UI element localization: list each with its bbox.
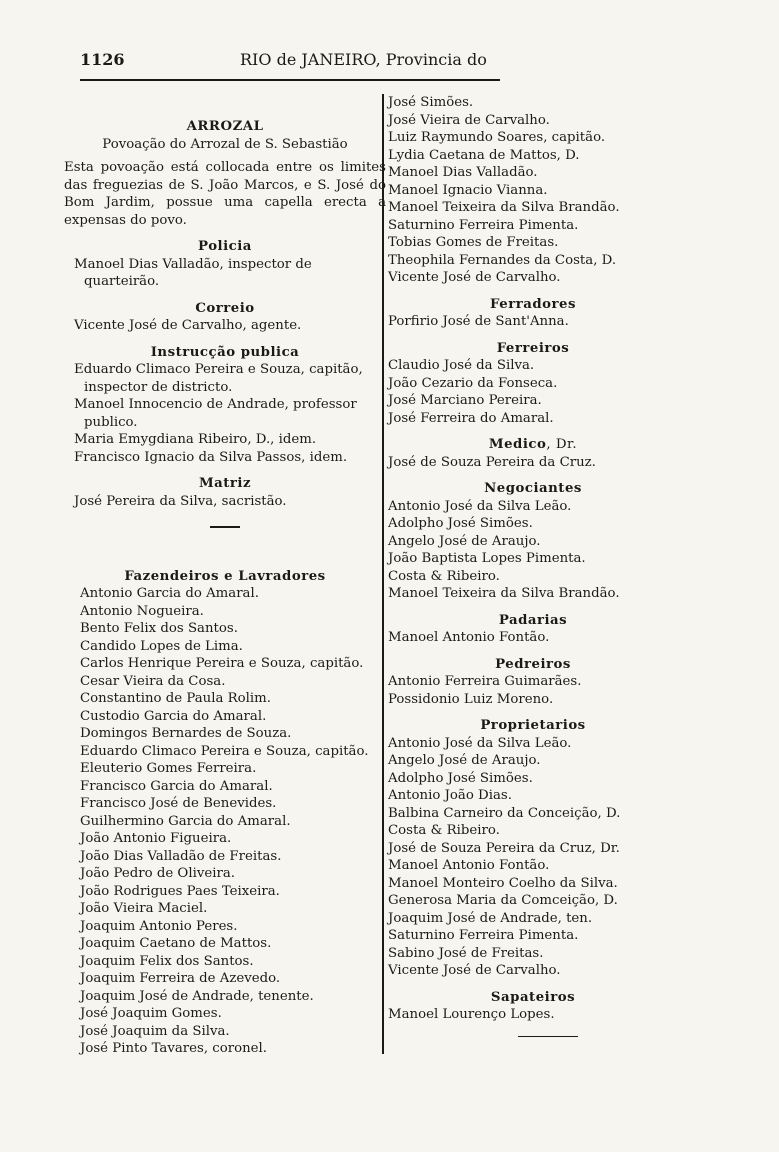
list-item: José de Souza Pereira da Cruz, Dr. bbox=[388, 840, 620, 856]
list-item: Cesar Vieira da Cosa. bbox=[80, 673, 226, 689]
list-item: Manoel Teixeira da Silva Brandão. bbox=[388, 586, 620, 601]
section-title: ARROZAL bbox=[186, 119, 264, 134]
list-item: Bento Felix dos Santos. bbox=[80, 621, 238, 636]
section-title: Ferreiros bbox=[496, 340, 570, 356]
list-item: João Baptista Lopes Pimenta. bbox=[388, 551, 586, 566]
section-title: Proprietarios bbox=[480, 718, 586, 733]
list-item: Joaquim Antonio Peres. bbox=[80, 918, 238, 934]
list-item: José Vieira de Carvalho. bbox=[388, 112, 550, 128]
list-item: Maria Emygdiana Ribeiro, D., idem. bbox=[74, 432, 317, 447]
description-paragraph: Esta povoação está collocada entre os limites das freguezias de S. João Marcos, e S. José do Bom Jardim, possue uma capella erecta a expensas do povo. bbox=[64, 160, 386, 228]
list-item: José Marciano Pereira. bbox=[388, 393, 542, 408]
list-item: João Antonio Figueira. bbox=[80, 831, 232, 846]
list-item: Antonio João Dias. bbox=[388, 788, 512, 803]
section-title-suffix: , Dr. bbox=[546, 437, 578, 452]
section-correio bbox=[64, 300, 386, 335]
section-title: Fazendeiros e Lavradores bbox=[124, 568, 326, 584]
list-item: José de Souza Pereira da Cruz. bbox=[388, 454, 596, 470]
section-policia bbox=[64, 238, 386, 291]
list-item: Possidonio Luiz Moreno. bbox=[388, 691, 554, 707]
section-title: Sapateiros bbox=[490, 989, 576, 1005]
section-fazendeiros bbox=[64, 568, 386, 1058]
list-item: Joaquim José de Andrade, ten. bbox=[388, 910, 593, 926]
list-item: Saturnino Ferreira Pimenta. bbox=[388, 217, 579, 233]
list-item: Balbina Carneiro da Conceição, D. bbox=[388, 805, 621, 821]
section-instruccao bbox=[64, 344, 386, 467]
end-rule bbox=[518, 1036, 578, 1038]
section-title: Policia bbox=[198, 239, 252, 254]
list-item: Porfirio José de Sant'Anna. bbox=[388, 314, 569, 329]
section-pedreiros bbox=[388, 656, 678, 709]
list-item: João Rodrigues Paes Teixeira. bbox=[80, 883, 280, 899]
list-item: Manoel Dias Valladão, inspector de quarteirão. bbox=[74, 256, 312, 289]
section-title: Padarias bbox=[498, 612, 568, 628]
section-ferreiros bbox=[388, 340, 678, 428]
list-item: João Pedro de Oliveira. bbox=[80, 866, 235, 881]
page-header bbox=[80, 50, 520, 74]
list-item: Lydia Caetana de Mattos, D. bbox=[388, 147, 580, 163]
list-item: Joaquim Ferreira de Azevedo. bbox=[80, 971, 281, 986]
list-item: Joaquim Felix dos Santos. bbox=[80, 953, 254, 969]
header-rule bbox=[80, 79, 500, 81]
list-item: Eduardo Climaco Pereira e Souza, capitão. bbox=[80, 743, 369, 759]
list-item: Manoel Monteiro Coelho da Silva. bbox=[388, 875, 618, 891]
section-separator bbox=[210, 526, 240, 528]
list-item: Luiz Raymundo Soares, capitão. bbox=[388, 130, 606, 145]
list-item: João Cezario da Fonseca. bbox=[388, 375, 558, 391]
list-item: Antonio José da Silva Leão. bbox=[388, 498, 572, 514]
list-item: Manoel Teixeira da Silva Brandão. bbox=[388, 200, 620, 215]
list-item: Saturnino Ferreira Pimenta. bbox=[388, 928, 579, 943]
list-item: Joaquim Caetano de Mattos. bbox=[80, 936, 272, 951]
list-item: Tobias Gomes de Freitas. bbox=[388, 235, 559, 250]
list-item: João Vieira Maciel. bbox=[80, 901, 208, 916]
list-item: Sabino José de Freitas. bbox=[388, 945, 544, 961]
section-matriz bbox=[64, 475, 386, 510]
list-item: Domingos Bernardes de Souza. bbox=[80, 726, 292, 741]
list-item: José Pinto Tavares, coronel. bbox=[80, 1041, 268, 1056]
list-item: Francisco Garcia do Amaral. bbox=[80, 778, 273, 794]
list-item: Guilhermino Garcia do Amaral. bbox=[80, 813, 291, 829]
section-proprietarios bbox=[388, 717, 678, 980]
list-item: Manoel Lourenço Lopes. bbox=[388, 1007, 555, 1022]
list-item: Joaquim José de Andrade, tenente. bbox=[80, 988, 314, 1004]
section-title bbox=[388, 436, 678, 454]
list-item: Francisco Ignacio da Silva Passos, idem. bbox=[74, 449, 348, 465]
list-item: José Ferreira do Amaral. bbox=[388, 410, 554, 426]
section-title: Ferradores bbox=[490, 296, 576, 312]
list-item: Constantino de Paula Rolim. bbox=[80, 691, 272, 706]
list-item: Costa & Ribeiro. bbox=[388, 823, 500, 838]
list-item: José Pereira da Silva, sacristão. bbox=[74, 493, 287, 509]
list-item: Manoel Innocencio de Andrade, professor publico. bbox=[74, 397, 357, 430]
list-item: Antonio Nogueira. bbox=[80, 603, 204, 619]
section-ferradores bbox=[388, 296, 678, 331]
section-title: Instrucção publica bbox=[150, 344, 300, 360]
list-item: Carlos Henrique Pereira e Souza, capitão. bbox=[80, 656, 364, 671]
list-item: Claudio José da Silva. bbox=[388, 358, 535, 373]
section-sapateiros bbox=[388, 989, 678, 1024]
section-medico bbox=[388, 436, 678, 471]
list-item: Manoel Antonio Fontão. bbox=[388, 630, 550, 645]
list-item: Vicente José de Carvalho. bbox=[388, 963, 561, 978]
running-title: RIO de JANEIRO, Provincia do bbox=[240, 50, 487, 69]
list-item: Francisco José de Benevides. bbox=[80, 796, 277, 811]
list-item: João Dias Valladão de Freitas. bbox=[80, 848, 282, 864]
list-item: Manoel Antonio Fontão. bbox=[388, 858, 550, 873]
list-item: Antonio Garcia do Amaral. bbox=[80, 586, 259, 601]
list-item: José Joaquim da Silva. bbox=[80, 1023, 230, 1039]
list-item: Generosa Maria da Comceição, D. bbox=[388, 893, 618, 908]
list-item: Theophila Fernandes da Costa, D. bbox=[388, 252, 617, 268]
list-item: Custodio Garcia do Amaral. bbox=[80, 708, 267, 724]
list-item: Vicente José de Carvalho, agente. bbox=[74, 318, 302, 333]
section-title: Matriz bbox=[198, 476, 252, 491]
list-item: Costa & Ribeiro. bbox=[388, 568, 500, 584]
section-title: Pedreiros bbox=[495, 656, 571, 672]
list-item: Vicente José de Carvalho. bbox=[388, 270, 561, 285]
list-item: José Simões. bbox=[388, 95, 474, 110]
list-item: Adolpho José Simões. bbox=[388, 770, 533, 786]
section-subtitle: Povoação do Arrozal de S. Sebastião bbox=[102, 136, 348, 152]
section-negociantes bbox=[388, 480, 678, 603]
section-title: Negociantes bbox=[484, 481, 582, 496]
right-column bbox=[388, 94, 678, 1037]
section-title: Correio bbox=[195, 300, 255, 316]
list-item: Eleuterio Gomes Ferreira. bbox=[80, 761, 257, 776]
section-continued bbox=[388, 94, 678, 287]
list-item: Manoel Dias Valladão. bbox=[388, 165, 538, 180]
list-item: José Joaquim Gomes. bbox=[80, 1006, 222, 1021]
list-item: Antonio José da Silva Leão. bbox=[388, 735, 572, 751]
section-arrozal bbox=[64, 118, 386, 229]
section-padarias bbox=[388, 612, 678, 647]
list-item: Candido Lopes de Lima. bbox=[80, 638, 243, 654]
list-item: Manoel Ignacio Vianna. bbox=[388, 182, 548, 198]
list-item: Eduardo Climaco Pereira e Souza, capitão, inspector de districto. bbox=[74, 362, 363, 395]
list-item: Adolpho José Simões. bbox=[388, 516, 533, 531]
list-item: Antonio Ferreira Guimarães. bbox=[388, 674, 582, 689]
section-title-text: Medico bbox=[488, 437, 547, 452]
list-item: Angelo José de Araujo. bbox=[388, 753, 541, 768]
left-column bbox=[64, 118, 386, 1058]
page-number: 1126 bbox=[80, 50, 125, 69]
list-item: Angelo José de Araujo. bbox=[388, 533, 541, 549]
